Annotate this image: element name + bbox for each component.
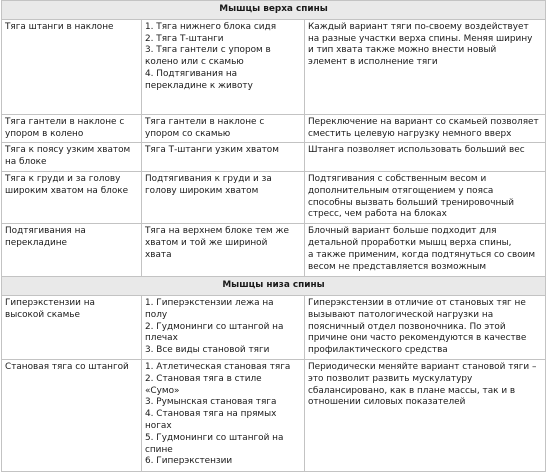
table-body [2, 1, 546, 472]
variations-cell [142, 19, 305, 114]
exercise-line: Тяга к поясу узким хватом [5, 145, 131, 156]
exercise-line: перекладине [5, 237, 67, 248]
comment-line: профилактического средства [308, 345, 448, 356]
comment-line: сбалансировано, как в плане массы, так и в [308, 385, 516, 396]
comment-line: Каждый вариант тяги по-своему воздействует [308, 21, 529, 32]
comment-line: это позволит развить мускулатуру [308, 373, 473, 384]
comment-cell [305, 19, 546, 114]
comment-line: Гиперэкстензии в отличие от становых тяг не [308, 297, 526, 308]
comment-line: а также применим, когда подтянуться со своим [308, 249, 536, 260]
comment-cell [305, 171, 546, 223]
exercise-cell [2, 295, 142, 359]
comment-cell [305, 114, 546, 143]
variations-line: Тяга на верхнем блоке тем же [145, 226, 289, 237]
variations-line: 3. Румынская становая тяга [145, 397, 277, 408]
variations-line: 1. Тяга нижнего блока сидя [145, 21, 277, 32]
exercise-line: высокой скамье [5, 309, 80, 320]
exercise-cell [2, 359, 142, 471]
comment-cell [305, 224, 546, 277]
exercise-line: Гиперэкстензии на [5, 297, 95, 308]
section-title: Мышцы верха спины [2, 1, 546, 20]
variations-line: перекладине к животу [145, 80, 253, 91]
comment-line: детальной проработки мышц верха спины, [308, 237, 512, 248]
comment-line: дополнительным отягощением у пояса [308, 185, 494, 196]
variations-line: 5. Гудмонинги со штангой на [145, 432, 284, 443]
table-row [2, 19, 546, 114]
comment-line: элемент в исполнение тяги [308, 57, 438, 68]
exercise-line: широким хватом на блоке [5, 185, 129, 196]
table-row [2, 114, 546, 143]
section-title: Мышцы низа спины [2, 277, 546, 296]
variations-line: 6. Гиперэкстензии [145, 456, 233, 467]
exercise-cell [2, 171, 142, 223]
comment-line: причине они часто рекомендуются в качестве [308, 333, 527, 344]
variations-cell [142, 295, 305, 359]
comment-line: поясничный отдел позвоночника. По этой [308, 321, 506, 332]
variations-cell [142, 171, 305, 223]
exercise-line: Тяга штанги в наклоне [5, 21, 114, 32]
variations-line: ногах [145, 420, 172, 431]
variations-line: плечах [145, 333, 178, 344]
table-row [2, 224, 546, 277]
exercise-line: Подтягивания на [5, 226, 86, 237]
comment-cell [305, 295, 546, 359]
table-row [2, 171, 546, 223]
comment-line: и тип хвата также можно внести новый [308, 45, 497, 56]
variations-line: полу [145, 309, 168, 320]
variations-line: голову широким хватом [145, 185, 259, 196]
exercise-cell [2, 114, 142, 143]
variations-line: Подтягивания к груди и за [145, 173, 272, 184]
variations-line: колено или с скамью [145, 57, 244, 68]
variations-line: 1. Атлетическая становая тяга [145, 361, 291, 372]
variations-cell [142, 114, 305, 143]
comment-line: Переключение на вариант со скамьей позволяет [308, 116, 539, 127]
comment-line: Блочный вариант больше подходит для [308, 226, 497, 237]
variations-line: Тяга гантели в наклоне с [145, 116, 265, 127]
comment-line: сместить целевую нагрузку немного вверх [308, 128, 512, 139]
comment-line: вызывают патологической нагрузки на [308, 309, 494, 320]
variations-line: 1. Гиперэкстензии лежа на [145, 297, 274, 308]
variations-line: 2. Тяга Т-штанги [145, 33, 224, 44]
table-row [2, 359, 546, 471]
variations-line: хватом и той же шириной [145, 237, 268, 248]
comment-cell [305, 143, 546, 172]
variations-cell [142, 143, 305, 172]
exercise-cell [2, 224, 142, 277]
exercise-cell [2, 19, 142, 114]
section-header-row [2, 1, 546, 20]
exercise-line: упором в колено [5, 128, 84, 139]
comment-line: Периодически меняйте вариант становой тяги – [308, 361, 537, 372]
variations-line: 2. Становая тяга в стиле [145, 373, 262, 384]
table-row [2, 143, 546, 172]
variations-line: «Сумо» [145, 385, 180, 396]
exercise-cell [2, 143, 142, 172]
exercise-line: Тяга к груди и за голову [5, 173, 121, 184]
variations-line: спине [145, 444, 173, 455]
comment-line: Подтягивания с собственным весом и [308, 173, 487, 184]
variations-line: 3. Все виды становой тяги [145, 345, 270, 356]
comment-line: отношении силовых показателей [308, 397, 466, 408]
variations-cell [142, 359, 305, 471]
exercise-variations-table [1, 0, 546, 472]
table-row [2, 295, 546, 359]
variations-line: 3. Тяга гантели с упором в [145, 45, 271, 56]
variations-line: 4. Подтягивания на [145, 68, 238, 79]
variations-line: 4. Становая тяга на прямых [145, 409, 277, 420]
comment-line: стресс, чем работа на блоках [308, 209, 447, 220]
comment-cell [305, 359, 546, 471]
variations-line: Тяга Т-штанги узким хватом [145, 145, 279, 156]
exercise-line: Тяга гантели в наклоне с [5, 116, 125, 127]
comment-line: на разные участки верха спины. Меняя ширину [308, 33, 533, 44]
variations-line: 2. Гудмонинги со штангой на [145, 321, 284, 332]
comment-line: Штанга позволяет использовать больший вес [308, 145, 525, 156]
variations-cell [142, 224, 305, 277]
variations-line: хвата [145, 249, 172, 260]
comment-line: способны вызвать больший тренировочный [308, 197, 515, 208]
section-header-row [2, 277, 546, 296]
variations-line: упором со скамью [145, 128, 231, 139]
exercise-line: Становая тяга со штангой [5, 361, 129, 372]
comment-line: весом не представляется возможным [308, 261, 487, 272]
exercise-line: на блоке [5, 157, 47, 168]
